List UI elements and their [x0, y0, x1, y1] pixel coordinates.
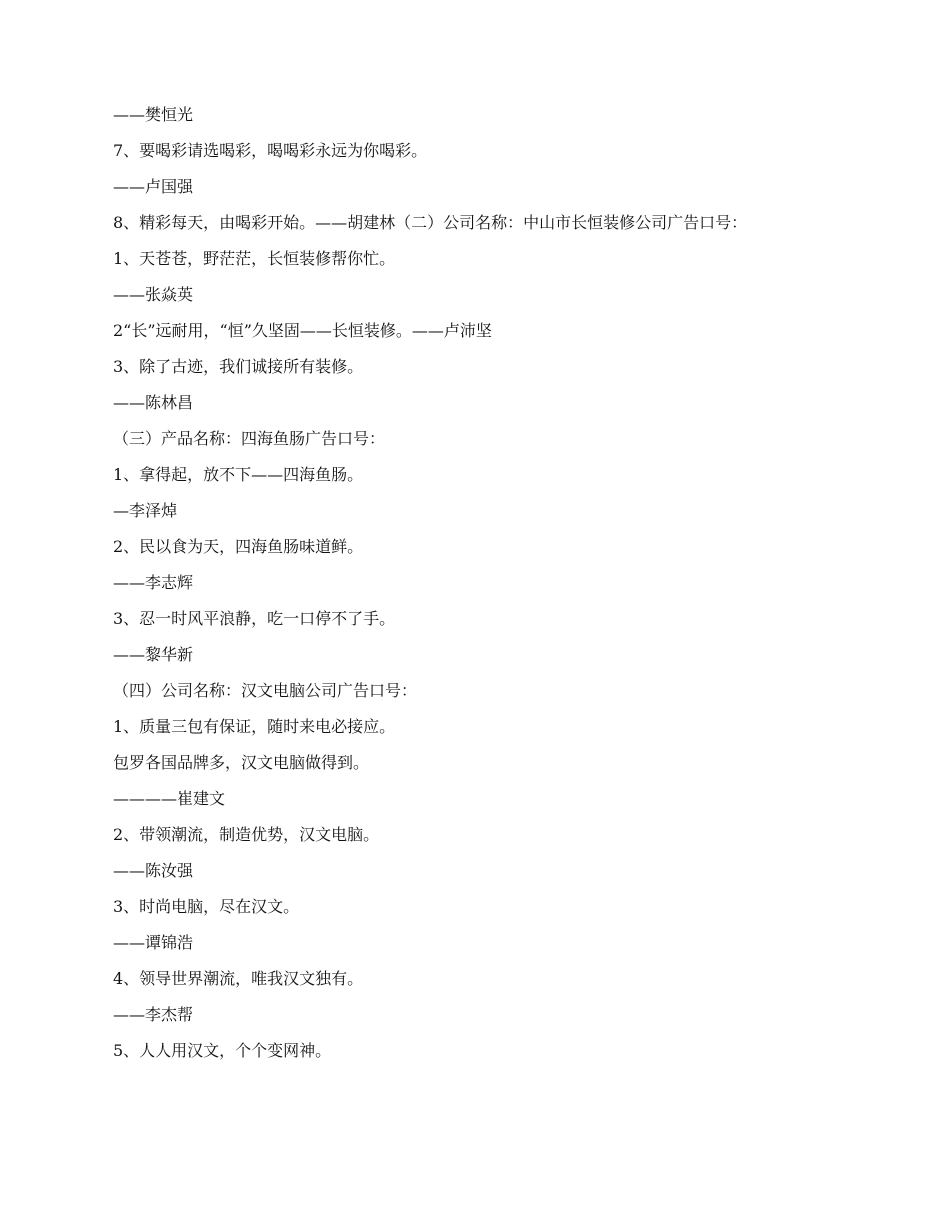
text-line: 4、领导世界潮流，唯我汉文独有。	[113, 969, 364, 988]
text-line: 2“长”远耐用，“恒”久坚固——长恒装修。——卢沛坚	[113, 321, 492, 340]
text-line: ——黎华新	[113, 645, 194, 664]
section-heading: （三）产品名称：四海鱼肠广告口号：	[113, 429, 386, 448]
text-line: ——李杰帮	[113, 1005, 194, 1024]
text-line: ——谭锦浩	[113, 933, 194, 952]
text-line: 3、除了古迹，我们诚接所有装修。	[113, 357, 364, 376]
text-line: ——卢国强	[113, 177, 194, 196]
text-line: ——樊恒光	[113, 105, 194, 124]
section-heading: （四）公司名称：汉文电脑公司广告口号：	[113, 681, 418, 700]
text-line: 1、天苍苍，野茫茫，长恒装修帮你忙。	[113, 249, 396, 268]
document-body	[113, 106, 813, 1078]
text-line: ——陈林昌	[113, 393, 194, 412]
text-line: 3、时尚电脑，尽在汉文。	[113, 897, 300, 916]
text-line: ——陈汝强	[113, 861, 194, 880]
text-line: —李泽焯	[113, 501, 178, 520]
text-line: 1、拿得起，放不下——四海鱼肠。	[113, 465, 364, 484]
text-line: 3、忍一时风平浪静，吃一口停不了手。	[113, 609, 396, 628]
text-line: 2、带领潮流，制造优势，汉文电脑。	[113, 825, 380, 844]
text-line: 5、人人用汉文，个个变网神。	[113, 1041, 332, 1060]
text-line: ——张焱英	[113, 285, 194, 304]
text-line: 7、要喝彩请选喝彩，喝喝彩永远为你喝彩。	[113, 141, 428, 160]
text-line: 包罗各国品牌多，汉文电脑做得到。	[113, 753, 370, 772]
text-line: 1、质量三包有保证，随时来电必接应。	[113, 717, 396, 736]
text-line: 2、民以食为天，四海鱼肠味道鲜。	[113, 537, 364, 556]
text-line: ——李志辉	[113, 573, 194, 592]
text-line: ————崔建文	[113, 789, 226, 808]
text-line: 8、精彩每天，由喝彩开始。——胡建林（二）公司名称：中山市长恒装修公司广告口号：	[113, 213, 748, 232]
